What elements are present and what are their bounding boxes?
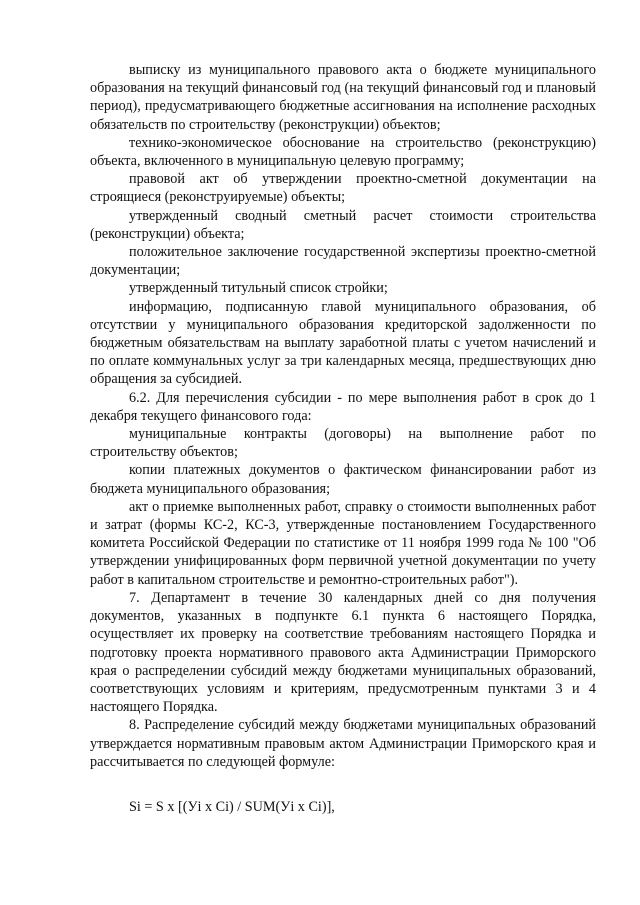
paragraph-8: 8. Распределение субсидий между бюджетами муниципальных образований утверждается нормативным правовым актом Администрации Приморского края и рассчитывается по следующей формуле: (90, 717, 596, 770)
paragraph-contracts: муниципальные контракты (договоры) на выполнение работ по строительству объектов; (90, 426, 596, 461)
paragraph-payment-copies: копии платежных документов о фактическом финансировании работ из бюджета муниципального образования; (90, 462, 596, 497)
spacer (90, 771, 596, 798)
paragraph-no-debt-info: информацию, подписанную главой муниципального образования, об отсутствии у муниципального образования кредиторской задолженности по бюджетным обязательствам на выплату заработной платы с учетом начислений и по оплате коммунальных услуг за три календарных месяца, предшествующих дню обращения за субсидией. (90, 298, 596, 388)
paragraph-acceptance-act: акт о приемке выполненных работ, справку о стоимости выполненных работ и затрат (формы КС-2, КС-3, утвержденные постановлением Государственного комитета Российской Федерации по статистике от 11 ноября 1999 года № 100 "Об утверждении унифицированных форм первичной учетной документации по учету работ в капитальном строительстве и ремонтно-строительных работ"). (90, 498, 596, 588)
paragraph-legal-act-design: правовой акт об утверждении проектно-сметной документации на строящиеся (реконструируемые) объекты; (90, 171, 596, 206)
paragraph-feasibility-study: технико-экономическое обоснование на строительство (реконструкцию) объекта, включенного в муниципальную целевую программу; (90, 134, 596, 170)
paragraph-expertise-conclusion: положительное заключение государственной экспертизы проектно-сметной документации; (90, 244, 596, 279)
paragraph-cost-estimate: утвержденный сводный сметный расчет стоимости строительства (реконструкции) объекта; (90, 207, 596, 242)
paragraph-7: 7. Департамент в течение 30 календарных дней со дня получения документов, указанных в подпункте 6.1 пункта 6 настоящего Порядка, осуществляет их проверку на соответствие требованиям настоящего Порядка и подготовку проекта нормативного правового акта Администрации Приморского края о распределении субсидий между бюджетами муниципальных образований, соответствующих условиям и критериям, предусмотренным пунктами 3 и 4 настоящего Порядка. (90, 589, 596, 716)
paragraph-6-2: 6.2. Для перечисления субсидии - по мере выполнения работ в срок до 1 декабря текущего финансового года: (90, 389, 596, 424)
paragraph-title-list: утвержденный титульный список стройки; (129, 280, 388, 297)
document-page (90, 61, 596, 816)
paragraph-budget-extract: выписку из муниципального правового акта о бюджете муниципального образования на текущий финансовый год (на текущий финансовый год и плановый период), предусматривающего бюджетные ассигнования на исполнение расходных обязательств по строительству (реконструкции) объектов; (90, 62, 596, 133)
distribution-formula: Si = S x [(Уi x Ci) / SUM(Уi x Ci)], (129, 798, 335, 815)
